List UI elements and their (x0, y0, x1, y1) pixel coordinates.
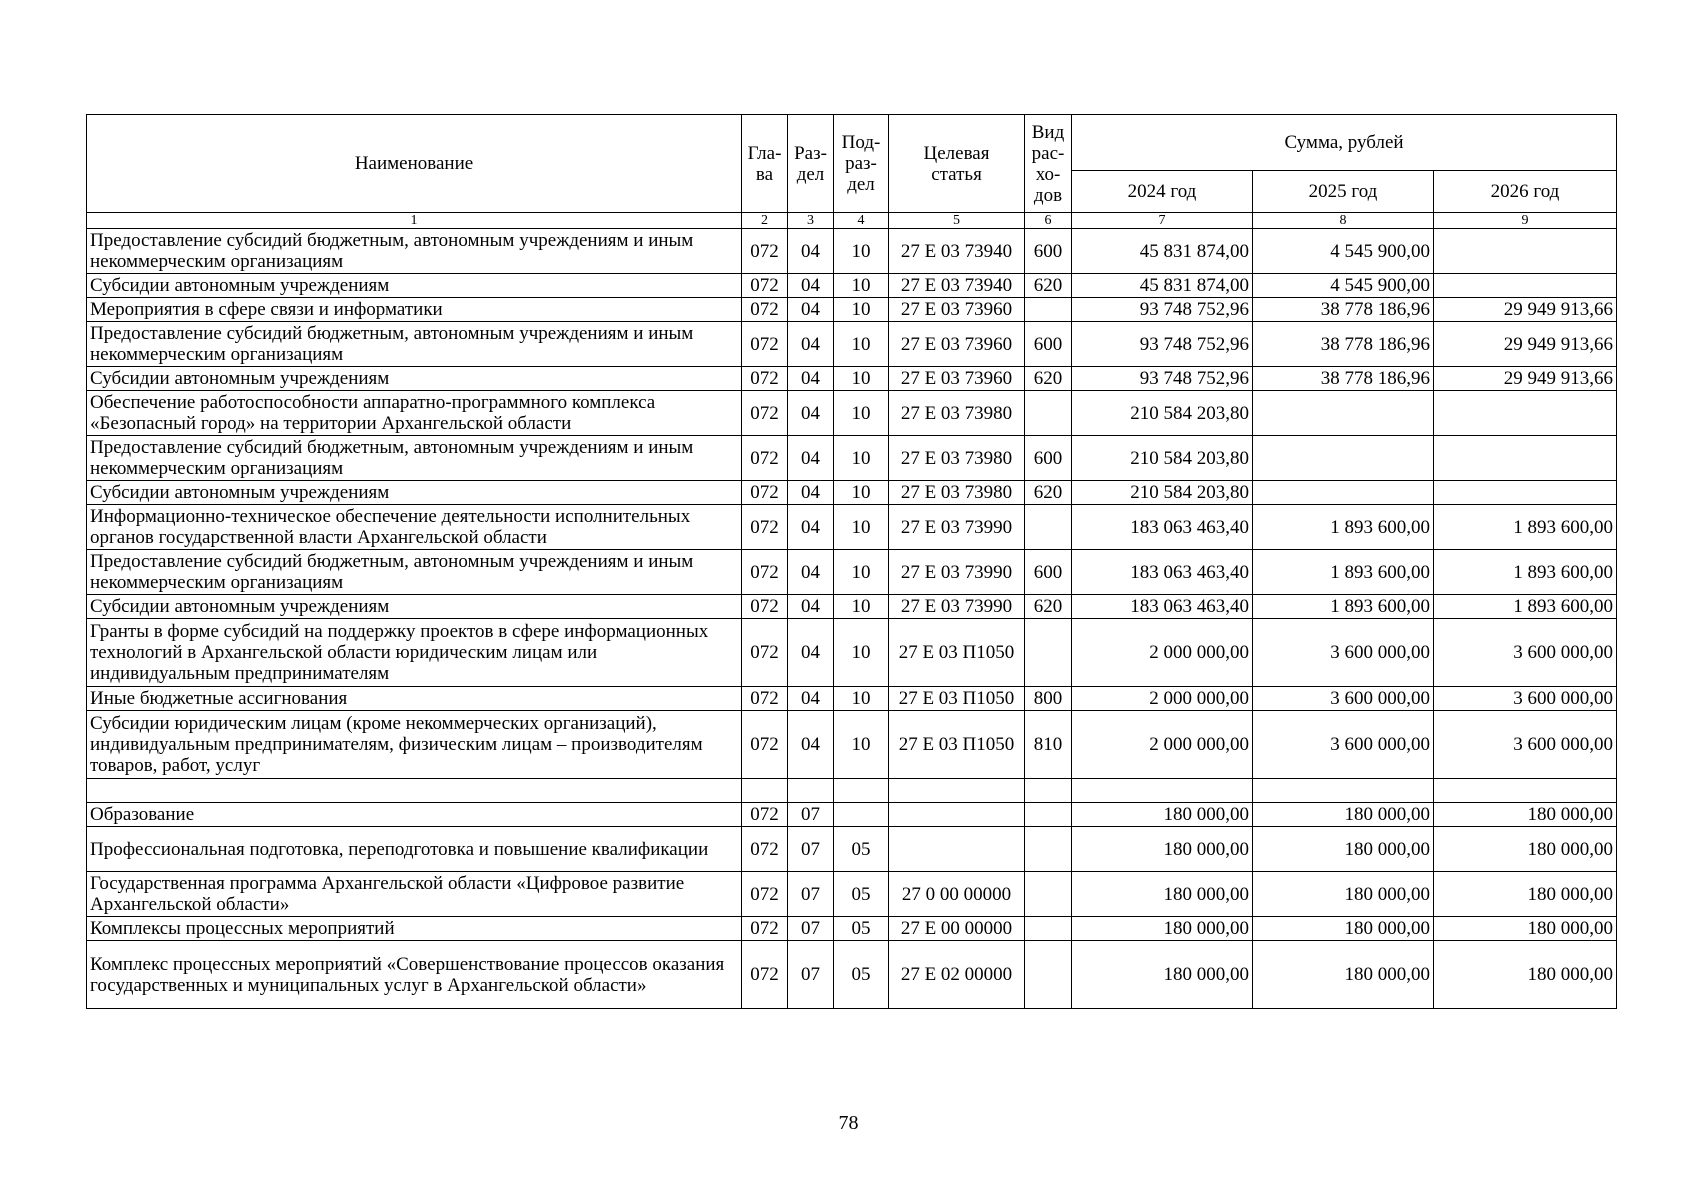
row-vid: 620 (1025, 595, 1072, 619)
row-glava: 072 (742, 322, 788, 367)
row-glava: 072 (742, 274, 788, 298)
row-vid (1025, 779, 1072, 803)
row-vid (1025, 827, 1072, 872)
row-razdel: 07 (788, 917, 834, 941)
row-2024: 2 000 000,00 (1072, 619, 1253, 687)
row-razdel: 07 (788, 803, 834, 827)
row-podrazdel: 10 (834, 436, 889, 481)
table-row (87, 298, 1617, 322)
row-target: 27 Е 03 73990 (889, 550, 1025, 595)
row-2026: 3 600 000,00 (1434, 687, 1617, 711)
row-2025 (1253, 481, 1434, 505)
row-target: 27 Е 03 73960 (889, 322, 1025, 367)
header-podrazdel: Под- раз- дел (834, 115, 889, 213)
row-name: Субсидии автономным учреждениям (87, 481, 742, 505)
row-vid (1025, 619, 1072, 687)
row-name: Гранты в форме субсидий на поддержку проектов в сфере информационных технологий в Архангельской области юридическим лицам или индивидуальным предпринимателям (87, 619, 742, 687)
row-vid: 620 (1025, 481, 1072, 505)
row-razdel: 04 (788, 436, 834, 481)
row-podrazdel: 05 (834, 941, 889, 1009)
row-podrazdel: 10 (834, 505, 889, 550)
row-name: Субсидии автономным учреждениям (87, 595, 742, 619)
row-2024: 180 000,00 (1072, 917, 1253, 941)
row-target (889, 803, 1025, 827)
row-glava: 072 (742, 917, 788, 941)
row-glava: 072 (742, 711, 788, 779)
row-name: Профессиональная подготовка, переподготовка и повышение квалификации (87, 827, 742, 872)
table-row (87, 505, 1617, 550)
row-vid (1025, 941, 1072, 1009)
row-vid (1025, 391, 1072, 436)
table-row (87, 391, 1617, 436)
column-number: 9 (1434, 213, 1617, 229)
row-2026 (1434, 436, 1617, 481)
row-podrazdel: 10 (834, 274, 889, 298)
row-target: 27 Е 03 73980 (889, 436, 1025, 481)
row-razdel: 04 (788, 550, 834, 595)
header-year-2024: 2024 год (1072, 171, 1253, 213)
row-name: Субсидии автономным учреждениям (87, 367, 742, 391)
row-2026: 180 000,00 (1434, 941, 1617, 1009)
row-razdel: 04 (788, 322, 834, 367)
row-vid (1025, 872, 1072, 917)
table-row (87, 711, 1617, 779)
row-2026: 180 000,00 (1434, 827, 1617, 872)
row-razdel: 04 (788, 298, 834, 322)
row-2026: 3 600 000,00 (1434, 619, 1617, 687)
row-2024: 93 748 752,96 (1072, 322, 1253, 367)
row-target: 27 Е 03 73960 (889, 298, 1025, 322)
page-number: 78 (838, 1112, 859, 1134)
row-2025 (1253, 779, 1434, 803)
row-2025: 180 000,00 (1253, 827, 1434, 872)
row-glava: 072 (742, 941, 788, 1009)
row-2025: 180 000,00 (1253, 872, 1434, 917)
row-2025: 38 778 186,96 (1253, 367, 1434, 391)
row-vid (1025, 505, 1072, 550)
row-razdel: 04 (788, 687, 834, 711)
table-row (87, 322, 1617, 367)
row-name: Субсидии автономным учреждениям (87, 274, 742, 298)
column-number: 4 (834, 213, 889, 229)
row-razdel: 04 (788, 367, 834, 391)
column-number-row (87, 213, 1617, 229)
row-vid: 600 (1025, 550, 1072, 595)
row-name: Предоставление субсидий бюджетным, автономным учреждениям и иным некоммерческим организациям (87, 322, 742, 367)
column-number: 8 (1253, 213, 1434, 229)
row-2026: 180 000,00 (1434, 803, 1617, 827)
row-glava (742, 779, 788, 803)
row-2026: 1 893 600,00 (1434, 595, 1617, 619)
row-podrazdel: 10 (834, 298, 889, 322)
row-razdel: 07 (788, 941, 834, 1009)
row-target (889, 779, 1025, 803)
header-razdel: Раз- дел (788, 115, 834, 213)
row-name: Информационно-техническое обеспечение деятельности исполнительных органов государственной власти Архангельской области (87, 505, 742, 550)
table-row (87, 550, 1617, 595)
row-2024: 93 748 752,96 (1072, 298, 1253, 322)
header-target: Целевая статья (889, 115, 1025, 213)
row-2026: 1 893 600,00 (1434, 505, 1617, 550)
row-podrazdel: 05 (834, 872, 889, 917)
row-2024: 183 063 463,40 (1072, 505, 1253, 550)
row-target: 27 0 00 00000 (889, 872, 1025, 917)
row-glava: 072 (742, 298, 788, 322)
row-vid: 600 (1025, 322, 1072, 367)
row-target: 27 Е 03 73980 (889, 391, 1025, 436)
row-podrazdel: 10 (834, 619, 889, 687)
table-row (87, 481, 1617, 505)
row-vid: 810 (1025, 711, 1072, 779)
table-row-empty (87, 779, 1617, 803)
row-razdel: 04 (788, 481, 834, 505)
table-row (87, 619, 1617, 687)
row-glava: 072 (742, 391, 788, 436)
row-razdel: 07 (788, 827, 834, 872)
header-sum: Сумма, рублей (1072, 115, 1617, 171)
row-2024: 210 584 203,80 (1072, 391, 1253, 436)
row-2025: 180 000,00 (1253, 941, 1434, 1009)
row-2025: 4 545 900,00 (1253, 229, 1434, 274)
table-row (87, 367, 1617, 391)
row-podrazdel: 10 (834, 367, 889, 391)
row-2026: 29 949 913,66 (1434, 322, 1617, 367)
row-glava: 072 (742, 687, 788, 711)
row-razdel: 04 (788, 619, 834, 687)
table-row (87, 941, 1617, 1009)
row-2025: 4 545 900,00 (1253, 274, 1434, 298)
row-podrazdel: 10 (834, 550, 889, 595)
row-vid (1025, 298, 1072, 322)
row-2026 (1434, 391, 1617, 436)
row-podrazdel: 10 (834, 391, 889, 436)
row-target: 27 Е 03 73960 (889, 367, 1025, 391)
row-2024: 210 584 203,80 (1072, 481, 1253, 505)
row-podrazdel: 10 (834, 711, 889, 779)
row-glava: 072 (742, 367, 788, 391)
row-target: 27 Е 03 П1050 (889, 619, 1025, 687)
table-row (87, 436, 1617, 481)
row-2025: 38 778 186,96 (1253, 298, 1434, 322)
row-2025 (1253, 436, 1434, 481)
row-glava: 072 (742, 436, 788, 481)
row-glava: 072 (742, 827, 788, 872)
row-glava: 072 (742, 229, 788, 274)
row-2025 (1253, 391, 1434, 436)
row-2025: 180 000,00 (1253, 803, 1434, 827)
row-name: Субсидии юридическим лицам (кроме некоммерческих организаций), индивидуальным предпринимателям, физическим лицам – производителям товаров, работ, услуг (87, 711, 742, 779)
row-name: Обеспечение работоспособности аппаратно-программного комплекса «Безопасный город» на территории Архангельской области (87, 391, 742, 436)
row-glava: 072 (742, 872, 788, 917)
row-razdel: 04 (788, 505, 834, 550)
table-row (87, 687, 1617, 711)
row-podrazdel: 10 (834, 229, 889, 274)
row-2024: 180 000,00 (1072, 803, 1253, 827)
row-name: Образование (87, 803, 742, 827)
header-glava: Гла- ва (742, 115, 788, 213)
row-glava: 072 (742, 505, 788, 550)
row-2024: 2 000 000,00 (1072, 687, 1253, 711)
row-target: 27 Е 00 00000 (889, 917, 1025, 941)
row-2026: 3 600 000,00 (1434, 711, 1617, 779)
row-razdel: 04 (788, 274, 834, 298)
row-2026 (1434, 779, 1617, 803)
row-razdel: 04 (788, 391, 834, 436)
row-2026 (1434, 229, 1617, 274)
row-vid: 600 (1025, 436, 1072, 481)
row-vid (1025, 803, 1072, 827)
row-target: 27 Е 03 П1050 (889, 687, 1025, 711)
table-row (87, 827, 1617, 872)
row-2026: 180 000,00 (1434, 872, 1617, 917)
row-name: Комплексы процессных мероприятий (87, 917, 742, 941)
row-podrazdel (834, 779, 889, 803)
row-podrazdel: 10 (834, 687, 889, 711)
row-2025: 1 893 600,00 (1253, 595, 1434, 619)
header-name: Наименование (87, 115, 742, 213)
row-2025: 38 778 186,96 (1253, 322, 1434, 367)
row-glava: 072 (742, 803, 788, 827)
row-2025: 3 600 000,00 (1253, 711, 1434, 779)
column-number: 7 (1072, 213, 1253, 229)
table-row (87, 229, 1617, 274)
row-name: Государственная программа Архангельской области «Цифровое развитие Архангельской области» (87, 872, 742, 917)
row-vid: 600 (1025, 229, 1072, 274)
column-number: 5 (889, 213, 1025, 229)
header-year-2026: 2026 год (1434, 171, 1617, 213)
row-glava: 072 (742, 619, 788, 687)
budget-table (86, 114, 1617, 1009)
row-razdel (788, 779, 834, 803)
row-2024: 93 748 752,96 (1072, 367, 1253, 391)
row-razdel: 04 (788, 595, 834, 619)
row-glava: 072 (742, 481, 788, 505)
row-2026 (1434, 274, 1617, 298)
row-target: 27 Е 02 00000 (889, 941, 1025, 1009)
row-razdel: 04 (788, 711, 834, 779)
row-2025: 3 600 000,00 (1253, 687, 1434, 711)
row-name: Комплекс процессных мероприятий «Совершенствование процессов оказания государственных и муниципальных услуг в Архангельской области» (87, 941, 742, 1009)
row-2025: 1 893 600,00 (1253, 505, 1434, 550)
row-2024: 2 000 000,00 (1072, 711, 1253, 779)
row-2024 (1072, 779, 1253, 803)
row-podrazdel: 10 (834, 595, 889, 619)
row-2024: 210 584 203,80 (1072, 436, 1253, 481)
row-glava: 072 (742, 550, 788, 595)
row-podrazdel: 05 (834, 917, 889, 941)
row-name: Предоставление субсидий бюджетным, автономным учреждениям и иным некоммерческим организациям (87, 436, 742, 481)
row-name: Иные бюджетные ассигнования (87, 687, 742, 711)
row-2026: 29 949 913,66 (1434, 367, 1617, 391)
row-2026: 180 000,00 (1434, 917, 1617, 941)
header-year-2025: 2025 год (1253, 171, 1434, 213)
row-podrazdel: 05 (834, 827, 889, 872)
row-vid: 620 (1025, 367, 1072, 391)
row-razdel: 04 (788, 229, 834, 274)
row-razdel: 07 (788, 872, 834, 917)
column-number: 1 (87, 213, 742, 229)
header-vid: Вид рас- хо- дов (1025, 115, 1072, 213)
row-vid (1025, 917, 1072, 941)
row-target: 27 Е 03 73980 (889, 481, 1025, 505)
row-2026: 1 893 600,00 (1434, 550, 1617, 595)
row-2026 (1434, 481, 1617, 505)
table-row (87, 917, 1617, 941)
row-2024: 183 063 463,40 (1072, 595, 1253, 619)
row-target: 27 Е 03 73990 (889, 595, 1025, 619)
row-target (889, 827, 1025, 872)
row-glava: 072 (742, 595, 788, 619)
row-vid: 800 (1025, 687, 1072, 711)
row-2024: 180 000,00 (1072, 872, 1253, 917)
row-2024: 45 831 874,00 (1072, 274, 1253, 298)
row-podrazdel: 10 (834, 322, 889, 367)
table-row (87, 872, 1617, 917)
row-2025: 1 893 600,00 (1253, 550, 1434, 595)
table-row (87, 803, 1617, 827)
column-number: 2 (742, 213, 788, 229)
column-number: 3 (788, 213, 834, 229)
table-row (87, 595, 1617, 619)
row-target: 27 Е 03 73940 (889, 229, 1025, 274)
column-number: 6 (1025, 213, 1072, 229)
row-name: Предоставление субсидий бюджетным, автономным учреждениям и иным некоммерческим организациям (87, 550, 742, 595)
row-target: 27 Е 03 П1050 (889, 711, 1025, 779)
row-name: Предоставление субсидий бюджетным, автономным учреждениям и иным некоммерческим организациям (87, 229, 742, 274)
row-vid: 620 (1025, 274, 1072, 298)
row-2024: 180 000,00 (1072, 941, 1253, 1009)
row-2026: 29 949 913,66 (1434, 298, 1617, 322)
row-2024: 45 831 874,00 (1072, 229, 1253, 274)
row-2025: 3 600 000,00 (1253, 619, 1434, 687)
row-podrazdel: 10 (834, 481, 889, 505)
row-2024: 180 000,00 (1072, 827, 1253, 872)
row-name: Мероприятия в сфере связи и информатики (87, 298, 742, 322)
row-2024: 183 063 463,40 (1072, 550, 1253, 595)
row-podrazdel (834, 803, 889, 827)
row-target: 27 Е 03 73990 (889, 505, 1025, 550)
row-name (87, 779, 742, 803)
table-row (87, 274, 1617, 298)
row-target: 27 Е 03 73940 (889, 274, 1025, 298)
row-2025: 180 000,00 (1253, 917, 1434, 941)
